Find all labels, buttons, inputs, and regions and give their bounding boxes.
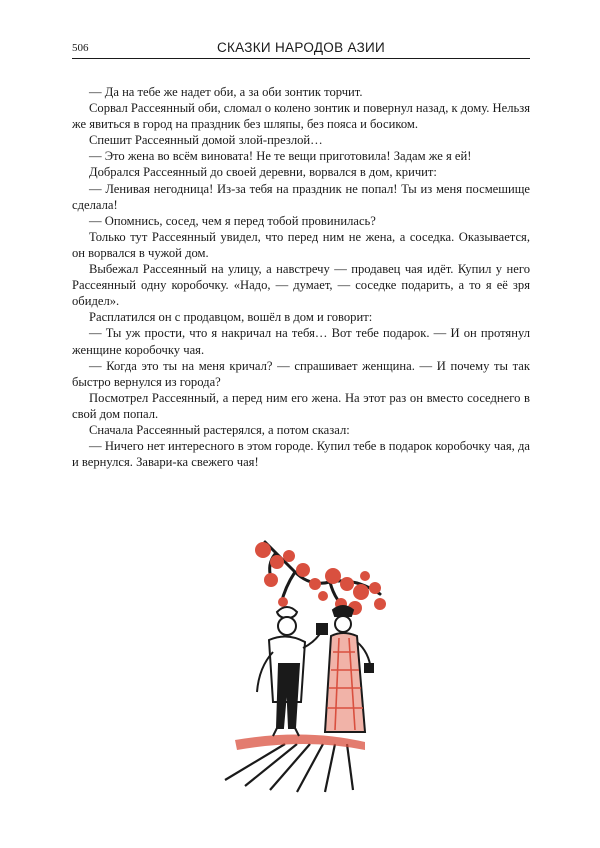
page-header: [72, 40, 530, 59]
page-number: 506: [72, 42, 89, 54]
paragraph: Сорвал Рассеянный оби, сломал о колено зонтик и повернул назад, к дому. Нельзя же явиться в город на праздник без шляпы, без пояса и босиком.: [72, 101, 531, 132]
paragraph: Только тут Рассеянный увидел, что перед ним не жена, а соседка. Оказывается, он ворвался в чужой дом.: [72, 229, 530, 260]
paragraph: — Ленивая негодница! Из-за тебя на праздник не попал! Ты из меня посмешище сделала!: [72, 181, 530, 212]
paragraph: Выбежал Рассеянный на улицу, а навстречу — продавец чая идёт. Купил у него Рассеянный одну коробочку. «Надо, — думает, — соседке подарить, а то я её зря обидел».: [72, 262, 530, 309]
paragraph: Расплатился он с продавцом, вошёл в дом и говорит:: [89, 310, 373, 325]
ground-lines: [225, 744, 353, 792]
running-title: СКАЗКИ НАРОДОВ АЗИИ: [216, 40, 386, 55]
paragraph: Спешит Рассеянный домой злой-презлой…: [89, 133, 323, 148]
paragraph: Посмотрел Рассеянный, а перед ним его жена. На этот раз он вместо соседнего в свой дом попал.: [72, 390, 530, 421]
paragraph: — Ничего нет интересного в этом городе. Купил тебе в подарок коробочку чая, да и вернулся. Завари-ка свежего чая!: [72, 439, 530, 470]
paragraph: — Опомнись, сосед, чем я перед тобой провинилась?: [89, 213, 376, 228]
ground-wash: [235, 734, 365, 750]
man-figure: [257, 607, 327, 736]
paragraph: Сначала Рассеянный растерялся, а потом сказал:: [89, 422, 350, 437]
paragraph: — Когда это ты на меня кричал? — спрашивает женщина. — И почему ты так быстро вернулся из города?: [72, 358, 530, 389]
paragraph: — Да на тебе же надет оби, а за оби зонтик торчит.: [89, 85, 363, 99]
story-text: [72, 84, 530, 470]
paragraph: Добрался Рассеянный до своей деревни, ворвался в дом, кричит:: [89, 165, 437, 180]
paragraph: — Это жена во всём виновата! Не те вещи приготовила! Задам же я ей!: [89, 149, 472, 164]
paragraph: — Ты уж прости, что я накричал на тебя… Вот тебе подарок. — И он протянул женщине коробочку чая.: [72, 326, 530, 357]
woman-figure: [325, 606, 373, 732]
story-illustration: [215, 532, 395, 794]
